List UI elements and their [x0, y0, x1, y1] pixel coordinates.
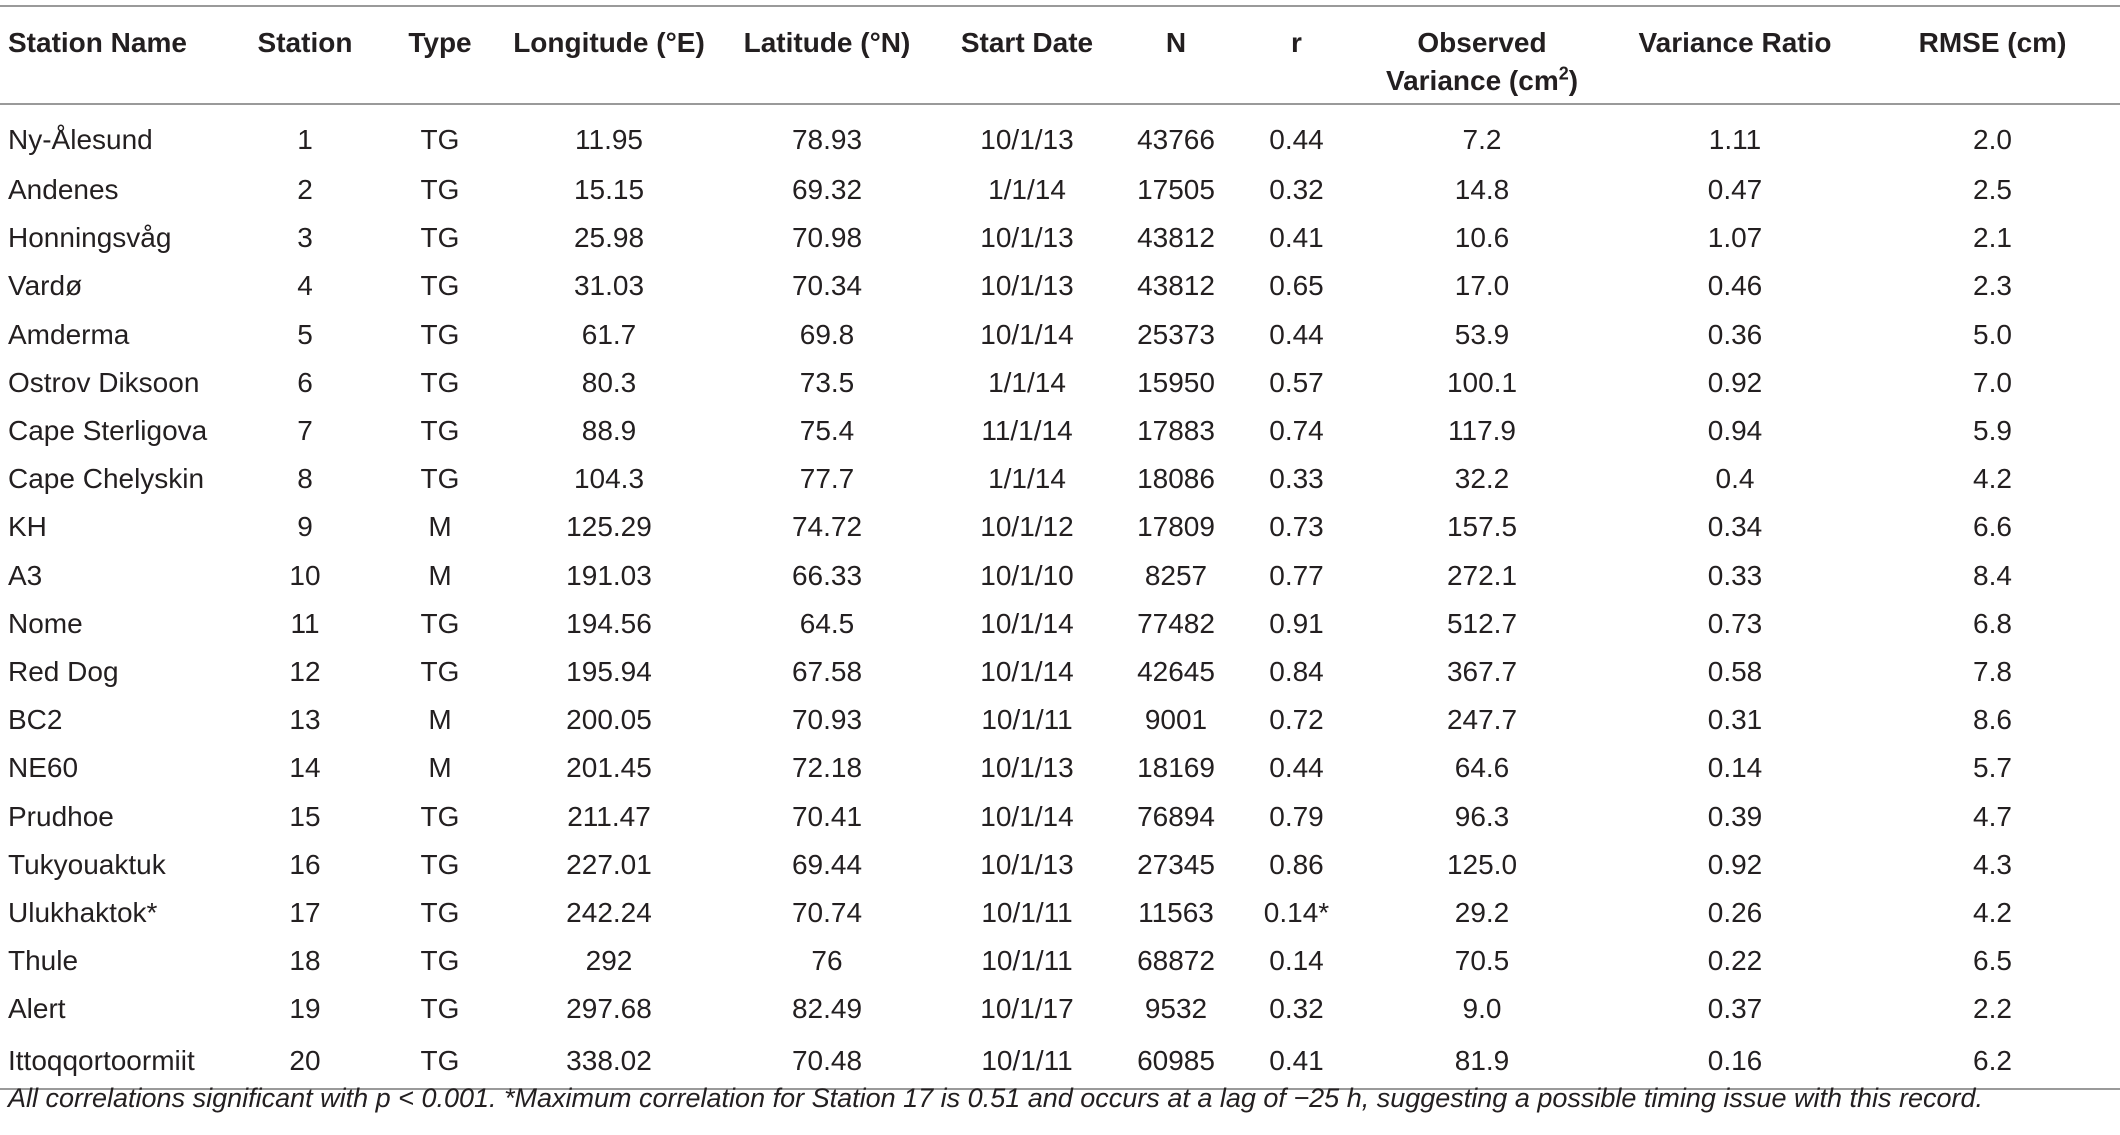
cell-station: 6 — [297, 366, 313, 398]
cell-observed-variance: 117.9 — [1448, 415, 1516, 447]
cell-station-name: Andenes — [8, 174, 119, 206]
table-row — [0, 889, 2120, 937]
cell-observed-variance: 9.0 — [1462, 993, 1502, 1025]
cell-observed-variance: 14.8 — [1454, 174, 1510, 206]
cell-n: 18086 — [1137, 463, 1215, 495]
cell-n: 27345 — [1137, 848, 1215, 880]
cell-rmse: 2.1 — [1973, 222, 2012, 254]
table-row — [0, 455, 2120, 503]
cell-station: 2 — [297, 174, 313, 206]
table-row — [0, 311, 2120, 359]
cell-station-name: Honningsvåg — [8, 222, 172, 254]
cell-variance-ratio: 0.14 — [1707, 752, 1763, 784]
cell-rmse: 4.2 — [1973, 463, 2012, 495]
cell-station: 4 — [297, 270, 313, 302]
cell-station: 3 — [297, 222, 313, 254]
cell-longitude: 25.98 — [573, 222, 645, 254]
cell-latitude: 72.18 — [791, 752, 863, 784]
cell-station: 5 — [297, 318, 313, 350]
cell-r: 0.91 — [1269, 607, 1324, 639]
header-row — [0, 6, 2120, 104]
cell-rmse: 8.4 — [1973, 559, 2012, 591]
cell-type: TG — [420, 366, 460, 398]
cell-latitude: 69.32 — [791, 174, 863, 206]
cell-start-date: 10/1/13 — [980, 123, 1074, 155]
col-header-n: N — [1118, 6, 1234, 104]
table-row — [0, 552, 2120, 600]
cell-station-name: Vardø — [8, 270, 83, 302]
cell-type: TG — [420, 896, 460, 928]
cell-variance-ratio: 1.07 — [1707, 222, 1763, 254]
cell-rmse: 4.7 — [1973, 800, 2012, 832]
cell-rmse: 7.0 — [1973, 366, 2012, 398]
cell-r: 0.14 — [1269, 945, 1324, 977]
cell-variance-ratio: 0.58 — [1707, 655, 1763, 687]
cell-variance-ratio: 0.92 — [1707, 366, 1763, 398]
cell-start-date: 10/1/13 — [980, 752, 1074, 784]
cell-longitude: 191.03 — [566, 559, 652, 591]
cell-station: 11 — [290, 607, 320, 639]
cell-variance-ratio: 0.26 — [1707, 896, 1763, 928]
cell-station-name: Red Dog — [8, 655, 119, 687]
cell-type: TG — [420, 463, 460, 495]
cell-station-name: Ny-Ålesund — [8, 123, 153, 155]
cell-r: 0.74 — [1269, 415, 1324, 447]
cell-rmse: 6.5 — [1973, 945, 2012, 977]
cell-station-name: Prudhoe — [8, 800, 114, 832]
cell-start-date: 10/1/14 — [980, 318, 1074, 350]
cell-latitude: 77.7 — [799, 463, 855, 495]
cell-n: 11563 — [1138, 896, 1214, 928]
cell-longitude: 194.56 — [566, 607, 652, 639]
cell-station-name: Alert — [8, 993, 66, 1025]
cell-r: 0.44 — [1269, 123, 1324, 155]
cell-type: TG — [420, 655, 460, 687]
table-row — [0, 985, 2120, 1033]
cell-start-date: 10/1/10 — [980, 559, 1074, 591]
cell-variance-ratio: 0.94 — [1707, 415, 1763, 447]
cell-rmse: 5.7 — [1973, 752, 2012, 784]
cell-station-name: NE60 — [8, 752, 79, 784]
cell-station: 12 — [289, 655, 321, 687]
col-header-r: r — [1234, 6, 1359, 104]
cell-variance-ratio: 0.22 — [1707, 945, 1763, 977]
cell-n: 17505 — [1137, 174, 1215, 206]
cell-observed-variance: 10.6 — [1454, 222, 1510, 254]
cell-type: TG — [420, 945, 460, 977]
cell-r: 0.77 — [1269, 559, 1324, 591]
table-row — [0, 1033, 2120, 1089]
cell-station-name: Ostrov Diksoon — [8, 366, 200, 398]
cell-type: TG — [380, 1033, 500, 1089]
cell-variance-ratio: 0.92 — [1707, 848, 1763, 880]
cell-r: 0.65 — [1269, 270, 1324, 302]
cell-type: M — [428, 511, 452, 543]
col-header-rmse: RMSE (cm) — [1865, 6, 2120, 104]
cell-observed-variance: 70.5 — [1454, 945, 1510, 977]
cell-type: TG — [420, 607, 460, 639]
col-header-longitude: Longitude (°E) — [500, 6, 718, 104]
table-row — [0, 792, 2120, 840]
table-row — [0, 696, 2120, 744]
cell-variance-ratio: 0.4 — [1715, 463, 1755, 495]
cell-n: 43766 — [1137, 123, 1215, 155]
cell-start-date: 10/1/11 — [981, 896, 1073, 928]
cell-station: 19 — [289, 993, 321, 1025]
cell-longitude: 211.47 — [567, 800, 651, 832]
cell-observed-variance: 96.3 — [1454, 800, 1510, 832]
cell-longitude: 15.15 — [573, 174, 645, 206]
col-header-type: Type — [380, 6, 500, 104]
cell-latitude: 64.5 — [799, 607, 855, 639]
cell-observed-variance: 272.1 — [1446, 559, 1518, 591]
table-row — [0, 648, 2120, 696]
cell-observed-variance: 512.7 — [1446, 607, 1518, 639]
cell-observed-variance: 125.0 — [1446, 848, 1518, 880]
cell-start-date: 11/1/14 — [981, 415, 1073, 447]
table-row — [0, 214, 2120, 262]
cell-observed-variance: 32.2 — [1454, 463, 1510, 495]
cell-station-name: Thule — [8, 945, 79, 977]
cell-station: 10 — [289, 559, 321, 591]
cell-r: 0.41 — [1269, 222, 1324, 254]
cell-type: TG — [420, 318, 460, 350]
cell-start-date: 10/1/13 — [980, 222, 1074, 254]
cell-latitude: 75.4 — [799, 415, 855, 447]
cell-variance-ratio: 0.36 — [1707, 318, 1763, 350]
cell-observed-variance: 53.9 — [1454, 318, 1510, 350]
cell-n: 25373 — [1137, 318, 1215, 350]
cell-latitude: 76 — [811, 945, 843, 977]
cell-type: M — [428, 559, 452, 591]
cell-station: 20 — [230, 1033, 380, 1089]
cell-start-date: 10/1/12 — [980, 511, 1074, 543]
cell-rmse: 5.9 — [1973, 415, 2012, 447]
cell-station: 1 — [297, 123, 313, 155]
cell-longitude: 31.03 — [573, 270, 645, 302]
cell-variance-ratio: 0.31 — [1707, 704, 1763, 736]
col-header-station: Station — [230, 6, 380, 104]
cell-n: 42645 — [1137, 655, 1215, 687]
cell-observed-variance: 64.6 — [1454, 752, 1510, 784]
cell-rmse: 4.3 — [1973, 848, 2012, 880]
cell-n: 8257 — [1144, 559, 1208, 591]
table-row — [0, 104, 2120, 166]
cell-rmse: 6.6 — [1973, 511, 2012, 543]
cell-longitude: 11.95 — [575, 123, 643, 155]
cell-observed-variance: 81.9 — [1359, 1033, 1605, 1089]
cell-latitude: 74.72 — [791, 511, 863, 543]
cell-observed-variance: 367.7 — [1446, 655, 1518, 687]
cell-start-date: 10/1/17 — [980, 993, 1074, 1025]
cell-station-name: Tukyouaktuk — [8, 848, 166, 880]
cell-n: 43812 — [1137, 270, 1215, 302]
cell-observed-variance: 157.5 — [1446, 511, 1518, 543]
cell-start-date: 10/1/11 — [936, 1033, 1118, 1089]
cell-type: M — [428, 752, 452, 784]
cell-longitude: 201.45 — [566, 752, 652, 784]
cell-station-name: BC2 — [8, 704, 63, 736]
observed-variance-unit-exponent: 2 — [1558, 63, 1569, 84]
cell-type: TG — [420, 848, 460, 880]
cell-type: TG — [420, 993, 460, 1025]
cell-station-name: Cape Chelyskin — [8, 463, 205, 495]
cell-type: TG — [420, 123, 460, 155]
cell-latitude: 69.8 — [799, 318, 855, 350]
cell-longitude: 104.3 — [573, 463, 645, 495]
table-row — [0, 407, 2120, 455]
cell-r: 0.72 — [1269, 704, 1324, 736]
cell-observed-variance: 100.1 — [1446, 366, 1518, 398]
cell-n: 18169 — [1137, 752, 1215, 784]
cell-longitude: 338.02 — [500, 1033, 718, 1089]
cell-start-date: 10/1/14 — [980, 800, 1074, 832]
cell-r: 0.73 — [1269, 511, 1324, 543]
observed-variance-label: Observed Variance (cm — [1385, 27, 1559, 96]
cell-start-date: 10/1/14 — [980, 607, 1074, 639]
cell-variance-ratio: 1.11 — [1708, 123, 1762, 155]
cell-rmse: 2.2 — [1973, 993, 2012, 1025]
cell-station: 15 — [289, 800, 321, 832]
cell-n: 77482 — [1137, 607, 1215, 639]
cell-latitude: 69.44 — [791, 848, 863, 880]
cell-rmse: 6.8 — [1973, 607, 2012, 639]
cell-variance-ratio: 0.16 — [1605, 1033, 1865, 1089]
cell-r: 0.14* — [1263, 896, 1330, 928]
cell-r: 0.79 — [1269, 800, 1324, 832]
col-header-start-date: Start Date — [936, 6, 1118, 104]
cell-station-name: Ulukhaktok* — [8, 896, 158, 928]
cell-rmse: 6.2 — [1865, 1033, 2120, 1089]
cell-longitude: 61.7 — [581, 318, 637, 350]
station-table — [0, 5, 2120, 1090]
cell-r: 0.32 — [1269, 174, 1324, 206]
cell-type: TG — [420, 222, 460, 254]
cell-latitude: 67.58 — [791, 655, 863, 687]
cell-start-date: 10/1/11 — [981, 945, 1073, 977]
cell-rmse: 2.0 — [1973, 123, 2012, 155]
cell-type: TG — [420, 415, 460, 447]
cell-latitude: 66.33 — [791, 559, 863, 591]
cell-rmse: 2.3 — [1973, 270, 2012, 302]
cell-r: 0.32 — [1269, 993, 1324, 1025]
cell-latitude: 70.98 — [791, 222, 863, 254]
cell-r: 0.41 — [1234, 1033, 1359, 1089]
cell-station-name: A3 — [8, 559, 43, 591]
cell-latitude: 78.93 — [791, 123, 863, 155]
cell-longitude: 200.05 — [566, 704, 652, 736]
cell-start-date: 1/1/14 — [988, 174, 1066, 206]
col-header-station-name: Station Name — [0, 6, 230, 104]
cell-n: 17809 — [1137, 511, 1215, 543]
cell-latitude: 70.34 — [791, 270, 863, 302]
cell-n: 76894 — [1137, 800, 1215, 832]
cell-r: 0.44 — [1269, 318, 1324, 350]
cell-rmse: 7.8 — [1973, 655, 2012, 687]
table-row — [0, 503, 2120, 551]
cell-station: 14 — [289, 752, 321, 784]
cell-start-date: 10/1/11 — [981, 704, 1073, 736]
cell-variance-ratio: 0.39 — [1707, 800, 1763, 832]
cell-type: TG — [420, 174, 460, 206]
cell-station: 17 — [289, 896, 321, 928]
cell-latitude: 82.49 — [791, 993, 863, 1025]
cell-observed-variance: 29.2 — [1454, 896, 1510, 928]
cell-station-name: Cape Sterligova — [8, 415, 208, 447]
cell-longitude: 195.94 — [566, 655, 652, 687]
cell-longitude: 88.9 — [581, 415, 637, 447]
cell-r: 0.57 — [1269, 366, 1324, 398]
cell-rmse: 5.0 — [1973, 318, 2012, 350]
cell-n: 17883 — [1137, 415, 1215, 447]
cell-rmse: 2.5 — [1973, 174, 2012, 206]
cell-latitude: 73.5 — [799, 366, 855, 398]
cell-latitude: 70.93 — [791, 704, 863, 736]
cell-observed-variance: 17.0 — [1454, 270, 1510, 302]
cell-r: 0.86 — [1269, 848, 1324, 880]
cell-station: 13 — [289, 704, 321, 736]
cell-station: 16 — [289, 848, 321, 880]
cell-start-date: 1/1/14 — [988, 366, 1066, 398]
cell-observed-variance: 247.7 — [1446, 704, 1518, 736]
cell-longitude: 125.29 — [566, 511, 652, 543]
cell-start-date: 10/1/13 — [980, 848, 1074, 880]
table-row — [0, 359, 2120, 407]
cell-station-name: Ittoqqortoormiit — [0, 1033, 230, 1089]
cell-latitude: 70.74 — [791, 896, 863, 928]
table-row — [0, 937, 2120, 985]
col-header-latitude: Latitude (°N) — [718, 6, 936, 104]
cell-n: 68872 — [1137, 945, 1215, 977]
cell-type: TG — [420, 270, 460, 302]
col-header-variance-ratio: Variance Ratio — [1605, 6, 1865, 104]
table-footnote: All correlations significant with p < 0.001. *Maximum correlation for Station 17 is 0.51 and occurs at a lag of −25 h, suggesting a possible timing issue with this record. — [8, 1083, 1984, 1113]
cell-station: 18 — [289, 945, 321, 977]
cell-variance-ratio: 0.34 — [1707, 511, 1763, 543]
cell-observed-variance: 7.2 — [1462, 123, 1502, 155]
cell-variance-ratio: 0.73 — [1707, 607, 1763, 639]
cell-n: 43812 — [1137, 222, 1215, 254]
cell-variance-ratio: 0.47 — [1707, 174, 1763, 206]
cell-type: M — [428, 704, 452, 736]
cell-r: 0.33 — [1269, 463, 1324, 495]
cell-station-name: Nome — [8, 607, 83, 639]
cell-longitude: 242.24 — [566, 896, 652, 928]
cell-station-name: KH — [8, 511, 47, 543]
cell-variance-ratio: 0.33 — [1707, 559, 1763, 591]
cell-latitude: 70.48 — [718, 1033, 936, 1089]
table-row — [0, 841, 2120, 889]
table-row — [0, 744, 2120, 792]
cell-longitude: 292 — [585, 945, 633, 977]
cell-longitude: 297.68 — [566, 993, 652, 1025]
cell-station: 9 — [297, 511, 313, 543]
cell-latitude: 70.41 — [791, 800, 863, 832]
cell-station: 8 — [297, 463, 313, 495]
cell-start-date: 10/1/13 — [980, 270, 1074, 302]
cell-r: 0.84 — [1269, 655, 1324, 687]
cell-start-date: 10/1/14 — [980, 655, 1074, 687]
cell-rmse: 8.6 — [1973, 704, 2012, 736]
cell-station: 7 — [297, 415, 313, 447]
cell-type: TG — [420, 800, 460, 832]
col-header-observed-variance — [1359, 6, 1605, 104]
table-row — [0, 600, 2120, 648]
cell-rmse: 4.2 — [1973, 896, 2012, 928]
cell-start-date: 1/1/14 — [988, 463, 1066, 495]
table-body — [0, 104, 2120, 1089]
cell-longitude: 227.01 — [566, 848, 652, 880]
cell-station-name: Amderma — [8, 318, 130, 350]
table-row — [0, 262, 2120, 310]
cell-variance-ratio: 0.46 — [1707, 270, 1763, 302]
cell-variance-ratio: 0.37 — [1707, 993, 1763, 1025]
observed-variance-close-paren: ) — [1568, 65, 1579, 96]
cell-r: 0.44 — [1269, 752, 1324, 784]
cell-n: 9532 — [1144, 993, 1208, 1025]
cell-n: 15950 — [1137, 366, 1215, 398]
cell-n: 9001 — [1144, 704, 1208, 736]
table-row — [0, 166, 2120, 214]
cell-longitude: 80.3 — [581, 366, 637, 398]
cell-n: 60985 — [1118, 1033, 1234, 1089]
